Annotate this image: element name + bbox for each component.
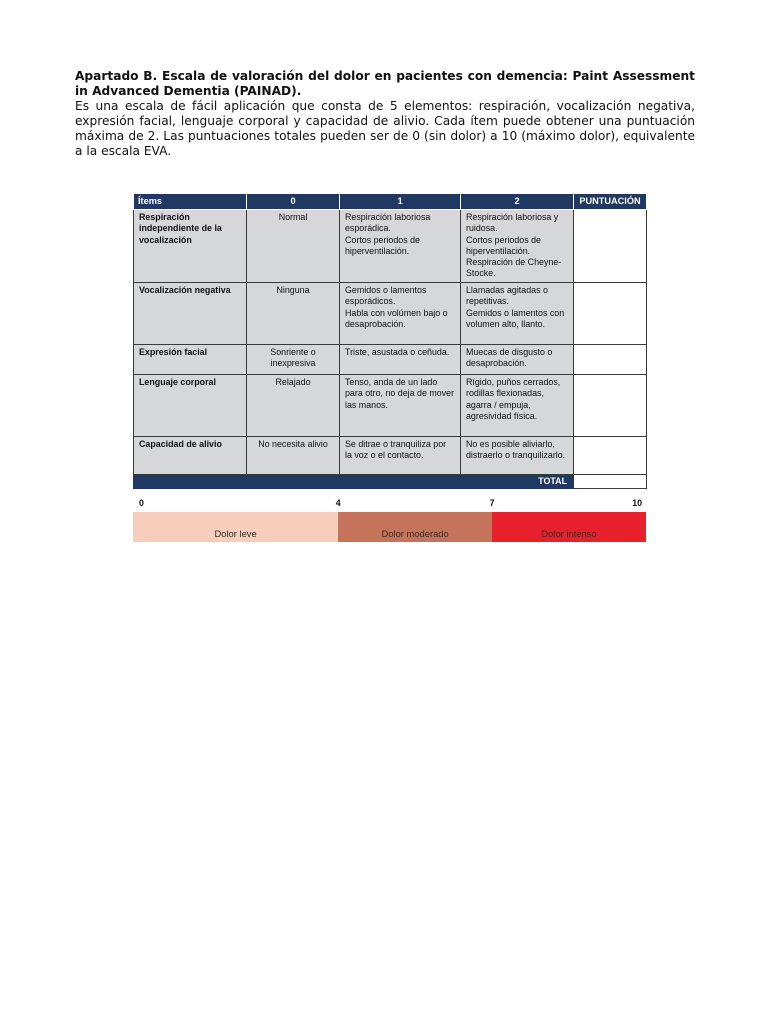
- item-name: Lenguaje corporal: [134, 375, 247, 437]
- header-puntuacion: PUNTUACIÓN: [574, 194, 647, 210]
- score-1-description: Tenso, anda de un lado para otro, no deja de mover las manos.: [340, 375, 461, 437]
- item-name: Vocalización negativa: [134, 283, 247, 345]
- score-1-description: Se ditrae o tranquiliza por la voz o el contacto.: [340, 437, 461, 475]
- score-2-description: Rígido, puños cerrados, rodillas flexionadas, agarra / empuja, agresividad física.: [461, 375, 574, 437]
- score-0-description: Ninguna: [247, 283, 340, 345]
- scale-tick-0: 0: [139, 498, 144, 508]
- total-label: TOTAL: [134, 475, 574, 489]
- table-row: [134, 375, 647, 437]
- scale-band-dolor-moderado: [338, 512, 492, 542]
- score-2-description: No es posible aliviarlo, distraerlo o tranquilizarlo.: [461, 437, 574, 475]
- score-0-description: No necesita alivio: [247, 437, 340, 475]
- score-cell[interactable]: [574, 437, 647, 475]
- scale-tick-10: 10: [632, 498, 642, 508]
- intro-section: [75, 69, 695, 159]
- score-0-description: Relajado: [247, 375, 340, 437]
- scale-tick-7: 7: [489, 498, 495, 508]
- score-0-description: Sonriente o inexpresiva: [247, 345, 340, 375]
- header-score-2: 2: [461, 194, 574, 210]
- table-row: [134, 283, 647, 345]
- score-1-description: Respiración laboriosa esporádica. Cortos periodos de hiperventilación.: [340, 210, 461, 283]
- item-name: Capacidad de alivio: [134, 437, 247, 475]
- score-cell[interactable]: [574, 283, 647, 345]
- header-items: Ítems: [134, 194, 247, 210]
- total-row: [134, 475, 647, 489]
- score-2-description: Respiración laboriosa y ruidosa. Cortos periodos de hiperventilación. Respiración de Cheyne-Stocke.: [461, 210, 574, 283]
- scale-band-label: Dolor moderado: [381, 528, 449, 539]
- painad-table: [133, 193, 647, 489]
- intro-paragraph: Es una escala de fácil aplicación que consta de 5 elementos: respiración, vocalización negativa, expresión facial, lenguaje corporal y capacidad de alivio. Cada ítem puede obtener una puntuación máxima de 2. Las puntuaciones totales pueden ser de 0 (sin dolor) a 10 (máximo dolor), equivalente a la escala EVA.: [75, 99, 695, 158]
- scale-band-label: Dolor leve: [214, 528, 257, 539]
- score-cell[interactable]: [574, 375, 647, 437]
- pain-severity-scale: [133, 498, 646, 544]
- table-row: [134, 210, 647, 283]
- section-heading: Apartado B. Escala de valoración del dolor en pacientes con demencia: Paint Assessment in Advanced Dementia (PAINAD).: [75, 69, 695, 98]
- total-score-cell[interactable]: [574, 475, 647, 489]
- header-score-1: 1: [340, 194, 461, 210]
- scale-band-dolor-intenso: [492, 512, 646, 542]
- scale-band-dolor-leve: [133, 512, 338, 542]
- score-1-description: Gemidos o lamentos esporádicos. Habla con volúmen bajo o desaprobación.: [340, 283, 461, 345]
- score-0-description: Normal: [247, 210, 340, 283]
- header-score-0: 0: [247, 194, 340, 210]
- table-row: [134, 437, 647, 475]
- scale-tick-4: 4: [335, 498, 341, 508]
- score-2-description: Llamadas agitadas o repetitivas. Gemidos o lamentos con volumen alto, llanto.: [461, 283, 574, 345]
- item-name: Respiración independiente de la vocalización: [134, 210, 247, 283]
- score-2-description: Muecas de disgusto o desaprobación.: [461, 345, 574, 375]
- scale-band-label: Dolor intenso: [541, 528, 597, 539]
- item-name: Expresión facial: [134, 345, 247, 375]
- score-cell[interactable]: [574, 210, 647, 283]
- table-header-row: [134, 194, 647, 210]
- score-cell[interactable]: [574, 345, 647, 375]
- table-row: [134, 345, 647, 375]
- score-1-description: Triste, asustada o ceñuda.: [340, 345, 461, 375]
